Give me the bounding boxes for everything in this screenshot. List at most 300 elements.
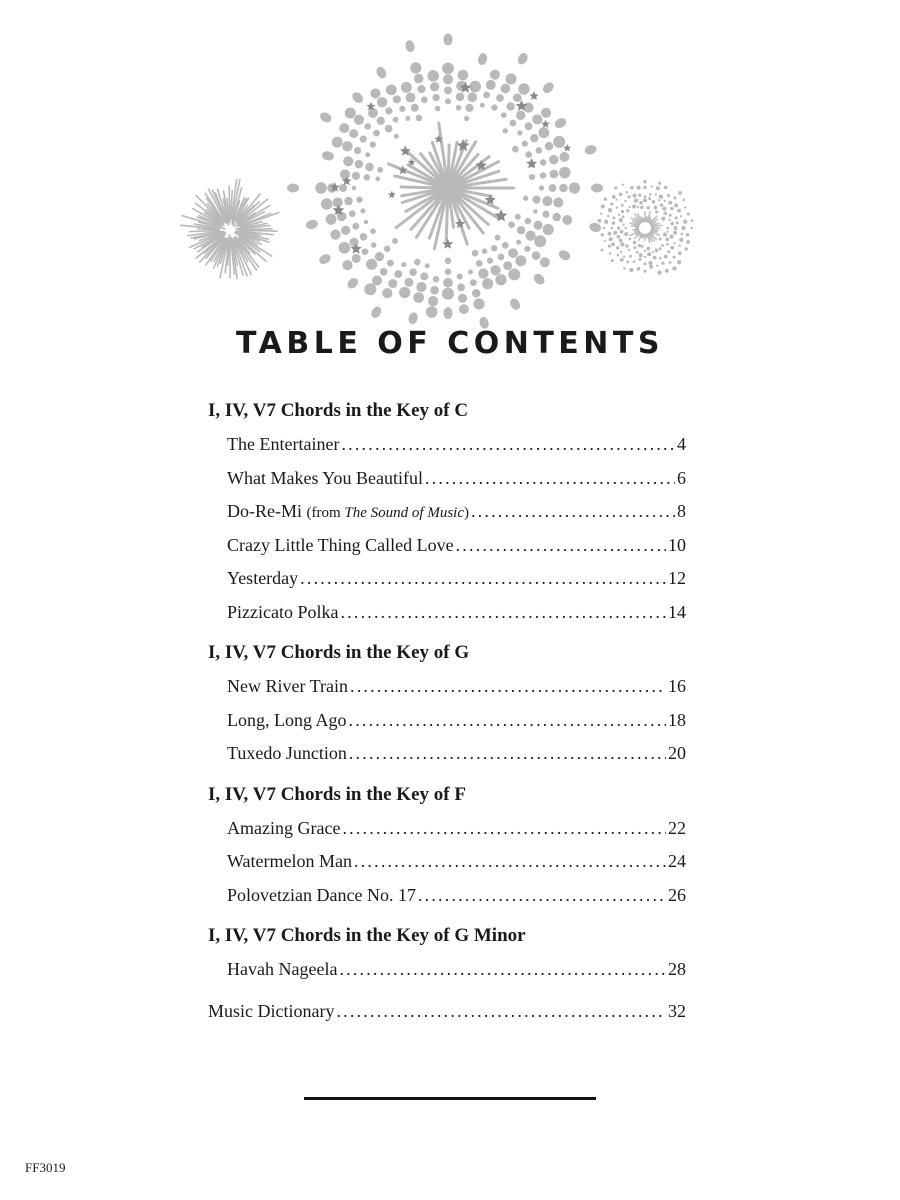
- entry-title: Long, Long Ago: [227, 709, 347, 730]
- burst-dot: [341, 226, 350, 235]
- burst-dot: [690, 227, 692, 229]
- burst-dot: [414, 259, 421, 266]
- burst-dot: [637, 267, 641, 271]
- burst-dot: [610, 202, 613, 205]
- burst-dot: [663, 211, 667, 215]
- burst-dot: [487, 258, 493, 264]
- burst-dot: [619, 218, 623, 222]
- burst-dot: [667, 194, 670, 197]
- burst-dot: [664, 186, 668, 190]
- entry-page: 18: [668, 709, 686, 730]
- burst-dot: [601, 204, 605, 208]
- burst-dot: [600, 249, 603, 252]
- burst-dot: [355, 160, 363, 168]
- burst-dot: [352, 186, 356, 190]
- burst-dot: [533, 209, 538, 214]
- burst-dot: [678, 191, 682, 195]
- burst-petal: [584, 144, 598, 156]
- burst-dot: [639, 253, 643, 257]
- burst-dot: [638, 193, 641, 196]
- burst-dot: [652, 251, 654, 253]
- burst-dot: [598, 219, 602, 223]
- burst-dot: [612, 216, 615, 219]
- burst-dot: [658, 182, 661, 185]
- burst-dot: [516, 240, 521, 245]
- entry-page: 20: [668, 743, 686, 763]
- dot-leader: [350, 671, 666, 701]
- burst-dot: [632, 205, 636, 209]
- burst-dot: [543, 224, 554, 235]
- burst-dot: [470, 279, 477, 286]
- burst-ray: [643, 218, 644, 222]
- burst-dot: [620, 230, 624, 234]
- star-icon: [541, 120, 550, 128]
- burst-dot: [612, 221, 615, 224]
- burst-dot: [508, 268, 520, 280]
- burst-dot: [342, 141, 352, 151]
- burst-dot: [673, 231, 677, 235]
- burst-dot: [370, 228, 376, 234]
- burst-dot: [669, 261, 672, 264]
- star-icon: [398, 165, 407, 174]
- burst-dot: [430, 82, 439, 91]
- burst-dot: [604, 220, 608, 224]
- burst-dot: [433, 276, 439, 282]
- burst-dot: [425, 263, 430, 268]
- burst-dot: [445, 98, 451, 104]
- burst-dot: [456, 93, 464, 101]
- burst-dot: [469, 81, 481, 93]
- section-heading: I, IV, V7 Chords in the Key of C: [208, 400, 469, 421]
- burst-dot: [530, 134, 538, 142]
- burst-dot: [666, 227, 669, 230]
- burst-dot: [626, 260, 629, 263]
- burst-dot: [637, 206, 639, 208]
- burst-dot: [604, 198, 607, 201]
- burst-dot: [522, 141, 528, 147]
- burst-petal: [350, 90, 365, 105]
- burst-dot: [609, 237, 613, 241]
- burst-dot: [352, 223, 359, 230]
- burst-dot: [540, 172, 547, 179]
- product-code: FF3019: [25, 1160, 66, 1175]
- burst-dot: [664, 255, 668, 259]
- entry-title: The Entertainer: [227, 434, 340, 454]
- toc-entry[interactable]: [208, 846, 686, 880]
- burst-dot: [647, 252, 651, 256]
- dot-leader: [339, 954, 666, 984]
- burst-dot: [538, 127, 549, 138]
- burst-dot: [618, 214, 620, 216]
- burst-petal: [532, 272, 547, 287]
- star-icon: [529, 91, 538, 100]
- entry-page: 8: [677, 501, 686, 521]
- burst-dot: [629, 206, 631, 208]
- burst-dot: [356, 196, 362, 202]
- burst-dot: [620, 242, 624, 246]
- burst-dot: [370, 88, 380, 98]
- burst-dot: [677, 209, 681, 213]
- dot-leader: [425, 463, 675, 493]
- burst-dot: [667, 250, 670, 253]
- burst-dot: [420, 272, 428, 280]
- burst-dot: [515, 255, 526, 266]
- burst-dot: [416, 115, 423, 122]
- toc-section-key-g-minor: [208, 921, 686, 988]
- toc-entry-music-dictionary[interactable]: [208, 996, 686, 1030]
- burst-dot: [622, 216, 625, 219]
- burst-dot: [608, 245, 611, 248]
- dot-leader: [336, 996, 666, 1026]
- toc-entry[interactable]: [208, 954, 686, 988]
- burst-dot: [352, 172, 360, 180]
- burst-dot: [659, 238, 662, 241]
- burst-dot: [646, 206, 650, 210]
- burst-dot: [393, 117, 399, 123]
- burst-petal: [588, 222, 602, 234]
- burst-dot: [616, 235, 620, 239]
- burst-dot: [620, 258, 624, 262]
- burst-dot: [501, 112, 507, 118]
- burst-dot: [364, 123, 371, 130]
- burst-petal: [553, 116, 568, 130]
- burst-dot: [673, 226, 677, 230]
- burst-dot: [387, 260, 394, 267]
- burst-dot: [360, 208, 365, 213]
- burst-dot: [483, 92, 490, 99]
- burst-dot: [629, 255, 632, 258]
- source-prefix: (from: [306, 505, 345, 521]
- spacer: [208, 772, 686, 780]
- burst-dot: [392, 238, 398, 244]
- burst-dot: [375, 176, 380, 181]
- burst-dot: [445, 269, 452, 276]
- burst-dot: [409, 268, 417, 276]
- burst-dot: [666, 243, 669, 246]
- burst-dot: [457, 273, 463, 279]
- burst-dot: [658, 199, 660, 201]
- entry-page: 22: [668, 817, 686, 838]
- burst-dot: [524, 246, 530, 252]
- burst-petal: [516, 51, 530, 66]
- burst-dot: [633, 241, 637, 245]
- burst-dot: [540, 159, 546, 165]
- burst-dot: [349, 210, 356, 217]
- toc-entry[interactable]: [208, 813, 686, 847]
- burst-dot: [401, 262, 406, 267]
- burst-dot: [683, 198, 686, 201]
- burst-dot: [490, 70, 500, 80]
- burst-dot: [663, 232, 667, 236]
- burst-dot: [668, 219, 670, 221]
- burst-dot: [354, 147, 361, 154]
- burst-dot: [457, 283, 465, 291]
- burst-dot: [380, 268, 388, 276]
- entry-page: 26: [668, 884, 686, 905]
- burst-dot: [638, 258, 641, 261]
- burst-dot: [644, 250, 646, 252]
- burst-dot: [679, 238, 683, 242]
- entry-title: What Makes You Beautiful: [227, 467, 423, 488]
- burst-petal: [407, 311, 419, 325]
- entry-page: 12: [668, 568, 686, 588]
- burst-dot: [352, 254, 361, 263]
- burst-dot: [638, 244, 641, 247]
- burst-dot: [510, 120, 517, 127]
- entry-title: Crazy Little Thing Called Love: [227, 534, 454, 555]
- burst-dot: [495, 274, 506, 285]
- burst-dot: [669, 214, 672, 217]
- toc-entry[interactable]: [208, 880, 686, 914]
- burst-petal: [345, 276, 360, 291]
- toc-entry[interactable]: [208, 671, 686, 705]
- spacer: [208, 913, 686, 921]
- burst-dot: [468, 270, 473, 275]
- burst-dot: [384, 246, 391, 253]
- burst-dot: [612, 195, 616, 199]
- burst-dot: [659, 195, 663, 199]
- burst-petal: [477, 52, 489, 66]
- burst-dot: [655, 210, 658, 213]
- burst-dot: [623, 256, 625, 258]
- burst-dot: [354, 115, 364, 125]
- burst-dot: [662, 207, 666, 211]
- burst-dot: [648, 261, 652, 265]
- burst-dot: [608, 208, 612, 212]
- entry-title: New River Train: [227, 676, 348, 696]
- burst-dot: [600, 213, 602, 215]
- toc-entry[interactable]: [208, 705, 686, 739]
- burst-dot: [495, 235, 501, 241]
- burst-dot: [339, 184, 347, 192]
- entry-title: Watermelon Man: [227, 851, 353, 871]
- burst-dot: [315, 182, 327, 194]
- burst-petal: [404, 39, 416, 53]
- burst-dot: [625, 191, 628, 194]
- burst-dot: [410, 62, 421, 73]
- burst-dot: [623, 267, 626, 270]
- entry-title: Tuxedo Junction: [227, 743, 347, 763]
- dot-leader: [354, 846, 666, 876]
- burst-dot: [628, 249, 630, 251]
- burst-core: [434, 174, 462, 202]
- burst-dot: [426, 306, 438, 318]
- burst-dot: [458, 70, 469, 81]
- burst-dot: [669, 235, 673, 239]
- burst-dot: [478, 268, 488, 278]
- entry-page: 4: [677, 434, 686, 454]
- burst-dot: [655, 193, 657, 195]
- burst-dot: [643, 198, 647, 202]
- burst-dot: [532, 196, 540, 204]
- burst-ray: [446, 196, 448, 240]
- burst-dot: [405, 116, 410, 121]
- burst-dot: [611, 242, 615, 246]
- burst-dot: [657, 271, 661, 275]
- toc-entry[interactable]: [208, 530, 686, 564]
- toc-entry[interactable]: [208, 738, 686, 772]
- burst-dot: [443, 278, 453, 288]
- burst-dot: [427, 70, 439, 82]
- burst-dot: [421, 96, 428, 103]
- burst-dot: [513, 93, 522, 102]
- section-heading: I, IV, V7 Chords in the Key of G Minor: [208, 925, 526, 946]
- toc-section-key-g: [208, 638, 686, 772]
- burst-dot: [625, 227, 627, 229]
- burst-dot: [660, 203, 664, 207]
- burst-petal: [318, 111, 333, 125]
- burst-dot: [674, 203, 678, 207]
- burst-dot: [665, 269, 669, 273]
- burst-petal: [317, 252, 332, 266]
- burst-dot: [417, 85, 425, 93]
- burst-ray: [239, 229, 273, 230]
- burst-dot: [659, 257, 662, 260]
- burst-dot: [377, 97, 387, 107]
- burst-dot: [443, 74, 453, 84]
- burst-dot: [626, 209, 629, 212]
- burst-dot: [665, 238, 669, 242]
- fireworks-illustration: [0, 0, 900, 330]
- dot-leader: [456, 530, 666, 560]
- burst-dot: [512, 146, 519, 153]
- burst-dot: [673, 256, 676, 259]
- burst-dot: [659, 247, 662, 250]
- burst-dot: [643, 270, 646, 273]
- burst-dot: [506, 102, 514, 110]
- burst-dot: [640, 206, 644, 210]
- burst-dot: [661, 244, 664, 247]
- toc-entry[interactable]: [208, 496, 686, 530]
- burst-dot: [472, 250, 479, 257]
- burst-dot: [490, 265, 500, 275]
- burst-dot: [539, 185, 544, 190]
- horizontal-rule: [304, 1097, 596, 1100]
- burst-dot: [629, 268, 633, 272]
- burst-dot: [687, 212, 690, 215]
- burst-dot: [534, 235, 546, 247]
- burst-dot: [496, 94, 504, 102]
- burst-dot: [617, 254, 620, 257]
- burst-dot: [650, 185, 652, 187]
- burst-petal: [444, 33, 453, 45]
- entry-title: Amazing Grace: [227, 817, 341, 838]
- burst-dot: [349, 238, 358, 247]
- burst-dot: [639, 201, 643, 205]
- burst-dot: [399, 287, 410, 298]
- burst-dot: [508, 221, 515, 228]
- burst-dot: [458, 294, 467, 303]
- burst-dot: [526, 231, 536, 241]
- burst-dot: [518, 83, 529, 94]
- burst-dot: [377, 167, 383, 173]
- burst-dot: [678, 251, 682, 255]
- burst-dot: [676, 221, 679, 224]
- burst-dot: [648, 197, 651, 200]
- burst-dot: [619, 192, 623, 196]
- burst-dot: [525, 151, 532, 158]
- burst-dot: [445, 257, 452, 264]
- burst-dot: [332, 137, 343, 148]
- burst-dot: [480, 103, 485, 108]
- burst-dot: [404, 278, 413, 287]
- burst-dot: [633, 246, 636, 249]
- entry-page: 24: [668, 851, 686, 871]
- burst-petal: [541, 80, 556, 95]
- burst-dot: [525, 122, 533, 130]
- burst-dot: [681, 233, 684, 236]
- burst-dot: [476, 260, 483, 267]
- burst-dot: [621, 210, 624, 213]
- burst-dot: [534, 221, 543, 230]
- entry-page: 14: [668, 601, 686, 622]
- burst-dot: [686, 240, 690, 244]
- burst-dot: [644, 256, 646, 258]
- burst-dot: [414, 74, 424, 84]
- burst-dot: [364, 174, 370, 180]
- burst-dot: [636, 251, 639, 254]
- burst-dot: [365, 152, 370, 157]
- burst-dot: [501, 84, 511, 94]
- burst-dot: [649, 193, 652, 196]
- burst-dot: [643, 180, 646, 183]
- burst-dot: [670, 246, 674, 250]
- burst-dot: [610, 227, 613, 230]
- burst-petal: [591, 184, 603, 193]
- source-work: The Sound of Music: [344, 505, 464, 521]
- burst-dot: [343, 156, 353, 166]
- entry-page: 28: [668, 959, 686, 979]
- burst-ray: [243, 230, 277, 231]
- burst-dot: [491, 104, 497, 110]
- burst-dot: [652, 200, 656, 204]
- burst-dot: [601, 233, 604, 236]
- burst-dot: [553, 136, 565, 148]
- toc-entry[interactable]: [208, 597, 686, 631]
- burst-dot: [616, 206, 618, 208]
- burst-dot: [339, 242, 351, 254]
- burst-dot: [624, 232, 628, 236]
- burst-dot: [498, 254, 505, 261]
- burst-dot: [482, 248, 488, 254]
- burst-dot: [559, 184, 568, 193]
- dot-leader: [349, 705, 667, 735]
- burst-dot: [633, 260, 636, 263]
- burst-dot: [360, 233, 368, 241]
- burst-dot: [677, 260, 681, 264]
- burst-petal: [305, 219, 319, 231]
- burst-dot: [525, 218, 532, 225]
- toc-entry[interactable]: [208, 463, 686, 497]
- burst-dot: [340, 169, 350, 179]
- burst-dot: [360, 136, 367, 143]
- burst-dot: [326, 214, 337, 225]
- burst-dot: [680, 215, 682, 217]
- toc-entry[interactable]: [208, 429, 686, 463]
- burst-dot: [385, 107, 392, 114]
- burst-dot: [636, 185, 640, 189]
- burst-dot: [366, 259, 377, 270]
- burst-dot: [686, 233, 690, 237]
- burst-dot: [399, 106, 405, 112]
- burst-dot: [607, 232, 611, 236]
- burst-dot: [515, 214, 521, 220]
- dot-leader: [418, 880, 666, 910]
- burst-dot: [459, 304, 469, 314]
- toc-entry[interactable]: [208, 563, 686, 597]
- burst-dot: [364, 220, 368, 224]
- burst-dot: [373, 130, 380, 137]
